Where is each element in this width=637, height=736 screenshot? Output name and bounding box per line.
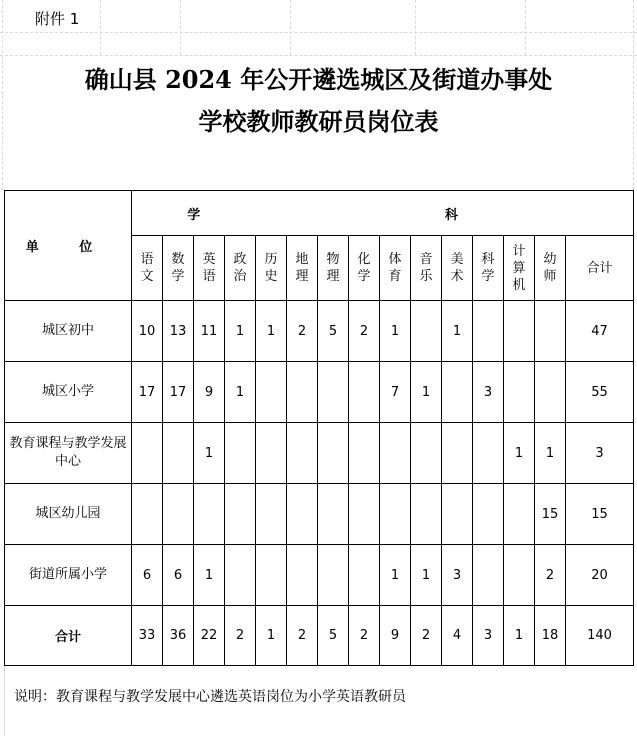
- total-count-cell: 9: [380, 606, 411, 666]
- count-cell: 1: [442, 301, 473, 362]
- count-cell: [473, 423, 504, 484]
- sheet-gridline: [2, 0, 3, 190]
- subject-header: 计算机: [504, 236, 535, 301]
- count-cell: [504, 301, 535, 362]
- total-count-cell: 140: [566, 606, 634, 666]
- subject-header: 化学: [349, 236, 380, 301]
- count-cell: 7: [380, 362, 411, 423]
- total-count-cell: 2: [225, 606, 256, 666]
- count-cell: 2: [535, 545, 566, 606]
- unit-name-cell: 城区幼儿园: [5, 484, 132, 545]
- sheet-gridline: [0, 32, 637, 33]
- sheet-gridline: [0, 55, 637, 56]
- unit-name-cell: 城区小学: [5, 362, 132, 423]
- count-cell: 1: [411, 545, 442, 606]
- document-title-line-1: 确山县 2024 年公开遴选城区及街道办事处: [84, 65, 553, 94]
- total-count-cell: 36: [163, 606, 194, 666]
- count-cell: [163, 423, 194, 484]
- total-count-cell: 1: [504, 606, 535, 666]
- count-cell: [287, 423, 318, 484]
- subject-header: 物理: [318, 236, 349, 301]
- table-row: [5, 484, 634, 545]
- table-row: [5, 423, 634, 484]
- count-cell: [132, 484, 163, 545]
- count-cell: 1: [411, 362, 442, 423]
- count-cell: 3: [473, 362, 504, 423]
- total-count-cell: 2: [411, 606, 442, 666]
- subject-header: 音乐: [411, 236, 442, 301]
- count-cell: [287, 484, 318, 545]
- count-cell: [287, 545, 318, 606]
- subject-header: 科学: [473, 236, 504, 301]
- count-cell: 1: [380, 545, 411, 606]
- count-cell: [411, 301, 442, 362]
- subject-header: 地理: [287, 236, 318, 301]
- total-count-cell: 2: [287, 606, 318, 666]
- table-row: [5, 301, 634, 362]
- count-cell: 10: [132, 301, 163, 362]
- count-cell: [411, 423, 442, 484]
- count-cell: [349, 484, 380, 545]
- count-cell: [318, 362, 349, 423]
- count-cell: [318, 545, 349, 606]
- count-cell: 9: [194, 362, 225, 423]
- count-cell: 13: [163, 301, 194, 362]
- sheet-gridline: [100, 0, 101, 55]
- count-cell: [380, 423, 411, 484]
- subject-header: 语文: [132, 236, 163, 301]
- row-total-cell: 20: [566, 545, 634, 606]
- subject-header: 体育: [380, 236, 411, 301]
- row-total-cell: 15: [566, 484, 634, 545]
- total-row: [5, 606, 634, 666]
- count-cell: [225, 545, 256, 606]
- count-cell: [225, 484, 256, 545]
- count-cell: [504, 484, 535, 545]
- count-cell: 1: [225, 362, 256, 423]
- unit-name-cell: 教育课程与教学发展中心: [5, 423, 132, 484]
- positions-table: [4, 190, 634, 666]
- total-row-label: 合计: [5, 606, 132, 666]
- count-cell: [411, 484, 442, 545]
- total-count-cell: 5: [318, 606, 349, 666]
- count-cell: 15: [535, 484, 566, 545]
- count-cell: 11: [194, 301, 225, 362]
- count-cell: [349, 362, 380, 423]
- total-count-cell: 2: [349, 606, 380, 666]
- count-cell: [473, 301, 504, 362]
- count-cell: 1: [380, 301, 411, 362]
- subject-header: 政治: [225, 236, 256, 301]
- sheet-gridline: [180, 0, 181, 55]
- table-row: [5, 362, 634, 423]
- subject-header: 美术: [442, 236, 473, 301]
- count-cell: [504, 545, 535, 606]
- count-cell: [535, 301, 566, 362]
- count-cell: [442, 362, 473, 423]
- subject-header: 历史: [256, 236, 287, 301]
- count-cell: 1: [194, 423, 225, 484]
- count-cell: 6: [163, 545, 194, 606]
- count-cell: [442, 423, 473, 484]
- count-cell: [256, 484, 287, 545]
- count-cell: 3: [442, 545, 473, 606]
- document-title-line-2: 学校教师教研员岗位表: [198, 107, 439, 136]
- total-count-cell: 4: [442, 606, 473, 666]
- count-cell: [256, 423, 287, 484]
- count-cell: [349, 545, 380, 606]
- count-cell: 6: [132, 545, 163, 606]
- total-count-cell: 3: [473, 606, 504, 666]
- count-cell: [442, 484, 473, 545]
- count-cell: 5: [318, 301, 349, 362]
- count-cell: [163, 484, 194, 545]
- count-cell: 1: [256, 301, 287, 362]
- subject-group-header: 学 科: [132, 191, 634, 236]
- count-cell: [256, 362, 287, 423]
- table-row: [5, 545, 634, 606]
- unit-column-header: 单 位: [5, 191, 132, 301]
- count-cell: [473, 484, 504, 545]
- count-cell: 1: [225, 301, 256, 362]
- count-cell: [132, 423, 163, 484]
- row-total-cell: 47: [566, 301, 634, 362]
- row-total-cell: 55: [566, 362, 634, 423]
- count-cell: [504, 362, 535, 423]
- total-count-cell: 22: [194, 606, 225, 666]
- sheet-gridline: [290, 0, 291, 55]
- count-cell: [349, 423, 380, 484]
- count-cell: 17: [132, 362, 163, 423]
- subject-header: 英语: [194, 236, 225, 301]
- total-column-header: 合计: [566, 236, 634, 301]
- attachment-label: 附件 1: [35, 10, 80, 28]
- total-count-cell: 33: [132, 606, 163, 666]
- count-cell: [380, 484, 411, 545]
- count-cell: 17: [163, 362, 194, 423]
- unit-name-cell: 街道所属小学: [5, 545, 132, 606]
- row-total-cell: 3: [566, 423, 634, 484]
- count-cell: [473, 545, 504, 606]
- count-cell: [287, 362, 318, 423]
- table-note: 说明：教育课程与教学发展中心遴选英语岗位为小学英语教研员: [14, 689, 406, 705]
- table-header-row: [5, 191, 634, 236]
- count-cell: 1: [504, 423, 535, 484]
- total-count-cell: 1: [256, 606, 287, 666]
- count-cell: [318, 484, 349, 545]
- sheet-gridline: [525, 0, 526, 55]
- subject-header: 幼师: [535, 236, 566, 301]
- count-cell: [194, 484, 225, 545]
- count-cell: 2: [349, 301, 380, 362]
- count-cell: [256, 545, 287, 606]
- subject-header: 数学: [163, 236, 194, 301]
- count-cell: [225, 423, 256, 484]
- count-cell: [535, 362, 566, 423]
- count-cell: 1: [194, 545, 225, 606]
- total-count-cell: 18: [535, 606, 566, 666]
- count-cell: 1: [535, 423, 566, 484]
- count-cell: 2: [287, 301, 318, 362]
- sheet-gridline: [415, 0, 416, 55]
- sheet-gridline: [633, 0, 634, 190]
- unit-name-cell: 城区初中: [5, 301, 132, 362]
- count-cell: [318, 423, 349, 484]
